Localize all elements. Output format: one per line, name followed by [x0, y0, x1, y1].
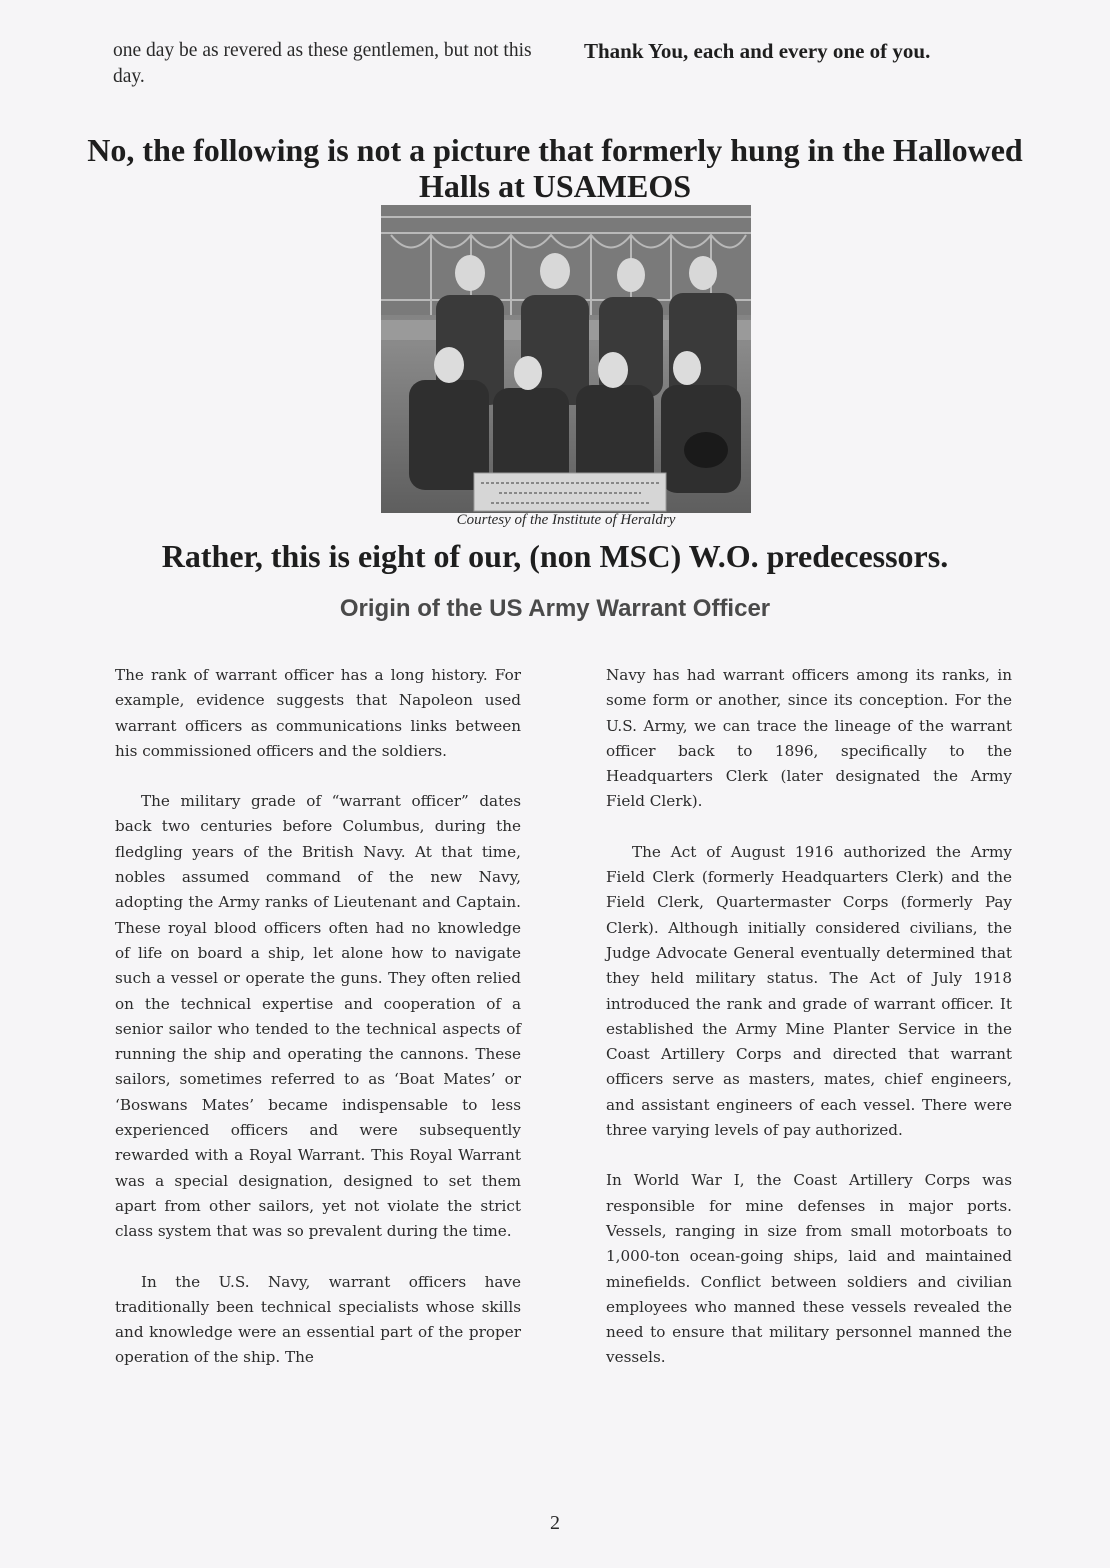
right-column — [606, 663, 1012, 1396]
photo-credit: Courtesy of the Institute of Heraldry — [456, 512, 676, 528]
headline: No, the following is not a picture that formerly hung in the Hallowed Halls at USAMEOS — [87, 132, 1023, 204]
left-column — [115, 663, 521, 1396]
paragraph: In the U.S. Navy, warrant officers have traditionally been technical specialists whose skills and knowledge were an essential part of the proper operation of the ship. The — [115, 1272, 521, 1367]
page-number: 2 — [550, 1512, 560, 1534]
paragraph: The rank of warrant officer has a long history. For example, evidence suggests that Napoleon used warrant officers as communications links between his commissioned officers and the soldiers. — [115, 666, 521, 760]
paragraph: Navy has had warrant officers among its ranks, in some form or another, since its conception. For the U.S. Army, we can trace the lineage of the warrant officer back to 1896, specifically to the Headquarters Clerk (later designated the Army Field Clerk). — [606, 666, 1012, 811]
paragraph: The Act of August 1916 authorized the Army Field Clerk (formerly Headquarters Clerk) and the Field Clerk, Quartermaster Corps (formerly Pay Clerk). Although initially considered civilians, the Judge Advocate General eventually determined that they held military status. The Act of July 1918 introduced the rank and grade of warrant officer. It established the Army Mine Planter Service in the Coast Artillery Corps and directed that warrant officers serve as masters, mates, chief engineers, and assistant engineers of each vessel. There were three varying levels of pay authorized. — [606, 842, 1012, 1140]
paragraph: In World War I, the Coast Artillery Corps was responsible for mine defenses in major ports. Vessels, ranging in size from small motorboats to 1,000-ton ocean-going ships, laid and maintained minefields. Conflict between soldiers and civilian employees who manned these vessels revealed the need to ensure that military personnel manned the vessels. — [606, 1171, 1012, 1367]
thank-you-text: Thank You, each and every one of you. — [584, 39, 931, 63]
group-photo — [381, 205, 751, 513]
group-photo-image — [381, 205, 751, 513]
section-title: Origin of the US Army Warrant Officer — [339, 595, 771, 622]
continued-text: one day be as revered as these gentlemen, but not this day. — [113, 40, 532, 87]
subheadline: Rather, this is eight of our, (non MSC) W.O. predecessors. — [161, 538, 949, 574]
paragraph: The military grade of “warrant officer” dates back two centuries before Columbus, during the fledgling years of the British Navy. At that time, nobles assumed command of the new Navy, adopting the Army ranks of Lieutenant and Captain. These royal blood officers often had no knowledge of life on board a ship, let alone how to navigate such a vessel or operate the guns. They often relied on the technical expertise and cooperation of a senior sailor who tended to the technical aspects of running the ship and operating the cannons. These sailors, sometimes referred to as ‘Boat Mates’ or ‘Boswans Mates’ became indispensable to less experienced officers and were subsequently rewarded with a Royal Warrant. This Royal Warrant was a special designation, designed to set them apart from other sailors, yet not violate the strict class system that was so prevalent during the time. — [115, 792, 521, 1241]
